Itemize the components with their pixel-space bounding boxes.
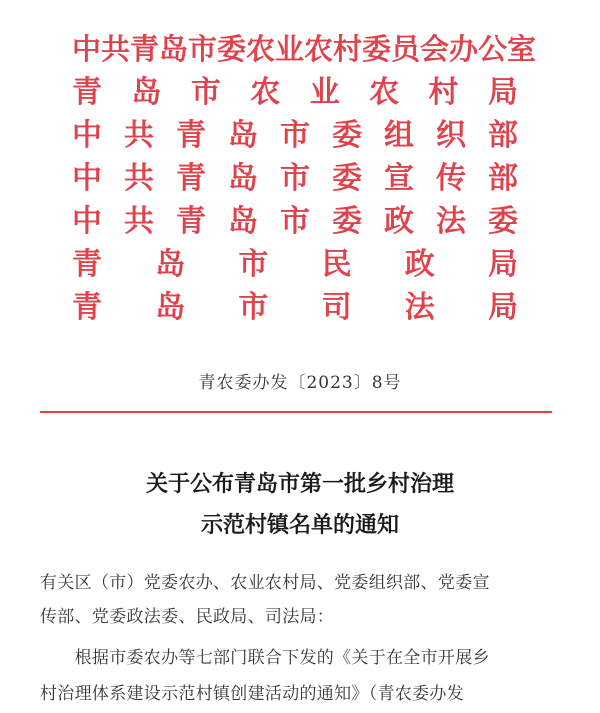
issuer-char: 委 <box>332 204 362 239</box>
issuer-char: 共 <box>124 204 154 239</box>
body-line-3: 根据市委农办等七部门联合下发的《关于在全市开展乡 <box>40 648 490 668</box>
issuer-char: 组 <box>384 118 414 153</box>
issuer-char: 共 <box>124 161 154 196</box>
issuer-char: 青 <box>176 204 206 239</box>
red-divider <box>40 411 552 413</box>
issuer-line <box>72 157 518 200</box>
document-title-line-1: 关于公布青岛市第一批乡村治理 <box>145 472 454 497</box>
issuer-line <box>72 71 518 114</box>
body-line-2: 传部、党委政法委、民政局、司法局： <box>40 607 335 627</box>
issuer-char: 青 <box>72 290 102 325</box>
issuer-char: 市 <box>280 204 310 239</box>
issuer-char: 局 <box>487 247 518 282</box>
issuer-char: 委 <box>332 161 362 196</box>
issuer-char: 政 <box>384 204 414 239</box>
issuer-char: 法 <box>404 290 435 325</box>
issuer-char: 委 <box>488 204 518 239</box>
issuer-char: 业 <box>309 75 340 110</box>
issuer-char: 岛 <box>155 247 186 282</box>
issuer-line <box>72 286 518 329</box>
issuer-char: 市 <box>280 161 310 196</box>
issuer-char: 司 <box>321 290 352 325</box>
body-line-4: 村治理体系建设示范村镇创建活动的通知》（青农委办发 <box>40 684 464 704</box>
issuer-char: 部 <box>488 161 518 196</box>
issuer-char: 传 <box>436 161 466 196</box>
issuer-char: 中 <box>72 161 102 196</box>
issuer-char: 委 <box>332 118 362 153</box>
issuer-char: 市 <box>190 75 221 110</box>
issuer-line <box>72 243 518 286</box>
document-number: 青农委办发〔2023〕8号 <box>198 373 402 393</box>
issuer-char: 织 <box>436 118 466 153</box>
issuer-char: 局 <box>487 290 518 325</box>
issuer-line <box>72 114 518 157</box>
issuer-char: 市 <box>280 118 310 153</box>
issuer-char: 青 <box>176 161 206 196</box>
issuer-char: 青 <box>176 118 206 153</box>
issuer-char: 青 <box>72 75 102 110</box>
issuing-authorities <box>72 28 537 329</box>
issuer-char: 岛 <box>155 290 186 325</box>
issuer-char: 共 <box>124 118 154 153</box>
issuer-char: 法 <box>436 204 466 239</box>
body-line-1: 有关区（市）党委农办、农业农村局、党委组织部、党委宣 <box>40 573 490 593</box>
issuer-char: 民 <box>321 247 352 282</box>
issuer-char: 局 <box>487 75 518 110</box>
issuer-char: 岛 <box>228 118 258 153</box>
issuer-char: 中 <box>72 118 102 153</box>
issuer-char: 岛 <box>228 161 258 196</box>
issuer-char: 市 <box>238 290 269 325</box>
issuer-char: 岛 <box>228 204 258 239</box>
issuer-char: 农 <box>369 75 400 110</box>
issuer-line: 中共青岛市委农业农村委员会办公室 <box>72 32 537 66</box>
issuer-char: 政 <box>404 247 435 282</box>
issuer-line <box>72 200 518 243</box>
issuer-char: 宣 <box>384 161 414 196</box>
issuer-char: 农 <box>250 75 281 110</box>
issuer-char: 村 <box>428 75 459 110</box>
issuer-char: 市 <box>238 247 269 282</box>
issuer-char: 中 <box>72 204 102 239</box>
issuer-char: 青 <box>72 247 102 282</box>
issuer-char: 部 <box>488 118 518 153</box>
document-title-line-2: 示范村镇名单的通知 <box>200 513 399 538</box>
issuer-char: 岛 <box>131 75 162 110</box>
